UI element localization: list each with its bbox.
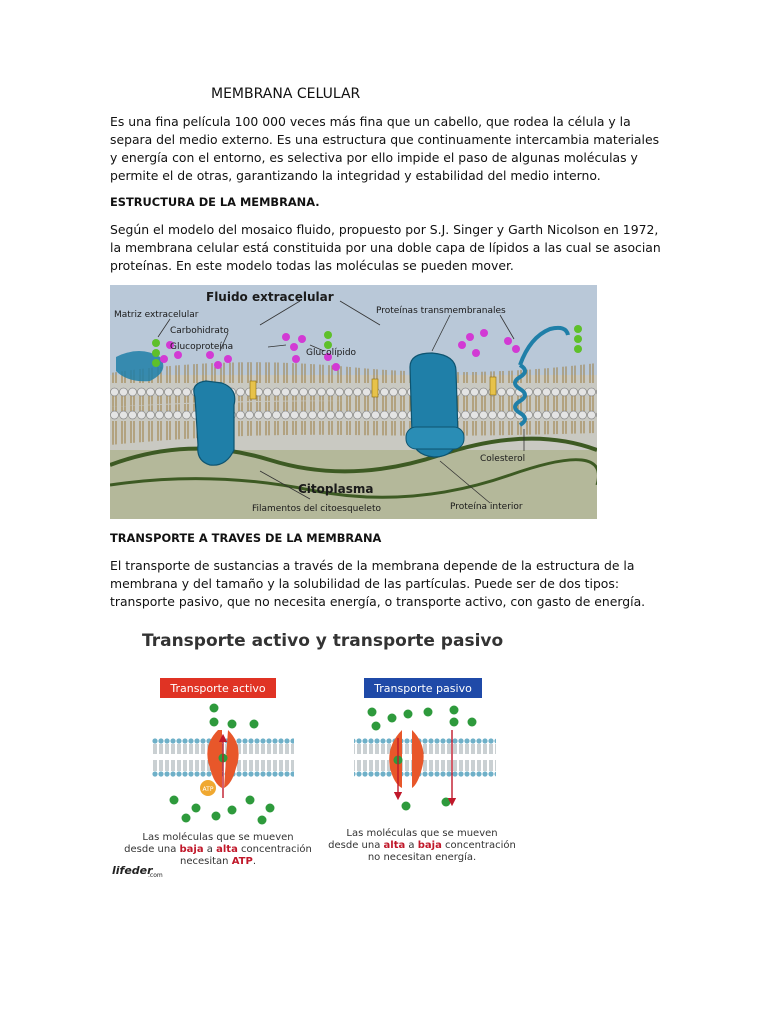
label-glucolipido: Glucolípido bbox=[306, 348, 357, 358]
section-heading-transport: TRANSPORTE A TRAVES DE LA MEMBRANA bbox=[110, 531, 382, 545]
transport-figure bbox=[110, 618, 530, 880]
label-carbohidrato: Carbohidrato bbox=[170, 326, 229, 336]
label-colesterol: Colesterol bbox=[480, 454, 526, 464]
section-heading-structure: ESTRUCTURA DE LA MEMBRANA. bbox=[110, 195, 320, 209]
protein-left bbox=[194, 381, 235, 465]
caption-active-3: necesitan ATP. bbox=[179, 856, 257, 867]
label-proteinas-trans: Proteínas transmembranales bbox=[376, 306, 506, 316]
caption-passive-3: no necesitan energía. bbox=[367, 852, 477, 863]
caption-active-1: Las moléculas que se mueven bbox=[142, 832, 294, 843]
transport-paragraph: El transporte de sustancias a través de la membrana depende de la estructura de la membrana y del tamaño y la solubilidad de las partículas. Puede ser de dos tipos: transporte pasivo, que no necesita energía, o transporte activo, con gasto de energía. bbox=[110, 558, 646, 609]
structure-paragraph: Según el modelo del mosaico fluido, propuesto por S.J. Singer y Garth Nicolson en 1972, la membrana celular está constituida por una doble capa de lípidos a las cual se asocian proteínas. En este modelo todas las moléculas se pueden mover. bbox=[110, 222, 661, 273]
membrane-passive bbox=[354, 738, 496, 778]
label-filamentos: Filamentos del citoesqueleto bbox=[252, 504, 381, 514]
badge-active: Transporte activo bbox=[170, 682, 266, 695]
badge-passive: Transporte pasivo bbox=[374, 682, 472, 695]
membrane-figure bbox=[110, 285, 597, 519]
label-citoplasma: Citoplasma bbox=[298, 482, 374, 496]
intro-paragraph: Es una fina película 100 000 veces más fina que un cabello, que rodea la célula y la separa del medio externo. Es una estructura que continuamente intercambia materiales y energía con el entorno, es selectiva por ello impide el paso de algunas moléculas y permite el de otras, garantizando la integridad y estabilidad del medio interno. bbox=[110, 114, 660, 183]
label-proteina-interior: Proteína interior bbox=[450, 502, 523, 512]
label-matriz: Matriz extracelular bbox=[114, 310, 199, 320]
transport-figure-title: Transporte activo y transporte pasivo bbox=[142, 631, 504, 651]
page-title: MEMBRANA CELULAR bbox=[211, 86, 361, 102]
caption-active-2: desde una baja a alta concentración bbox=[124, 844, 312, 855]
label-fluido: Fluido extracelular bbox=[206, 290, 334, 304]
caption-passive-1: Las moléculas que se mueven bbox=[346, 828, 498, 839]
label-glucoproteina: Glucoproteína bbox=[170, 342, 234, 352]
protein-middle-base bbox=[406, 427, 464, 449]
caption-passive-2: desde una alta a baja concentración bbox=[328, 840, 516, 851]
lifeder-logo: lifeder bbox=[112, 864, 153, 877]
lifeder-logo-suffix: .com bbox=[148, 872, 163, 879]
atp-label: ATP bbox=[202, 786, 214, 793]
